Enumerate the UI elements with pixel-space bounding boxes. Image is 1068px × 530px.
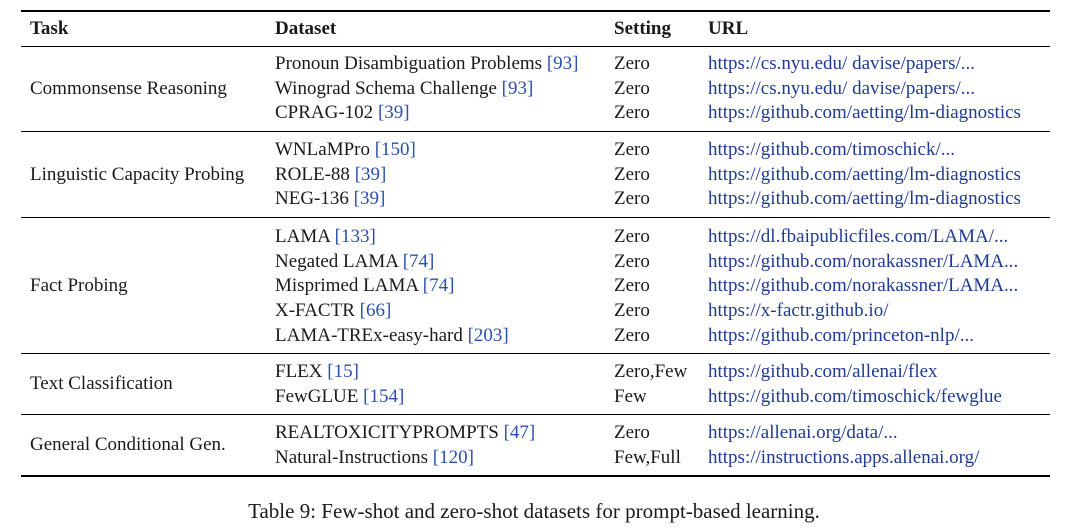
setting-cell: Zero [614, 77, 650, 99]
citation-link[interactable]: [154] [363, 385, 405, 407]
dataset-name: REALTOXICITYPROMPTS [275, 422, 499, 443]
setting-cell: Zero [614, 422, 650, 443]
setting-cell: Zero [614, 250, 650, 272]
header-task: Task [30, 18, 69, 39]
setting-cell: Zero [614, 53, 650, 74]
dataset-name: Pronoun Disambiguation Problems [275, 53, 543, 74]
dataset-cell [275, 360, 359, 384]
setting-cell: Zero [614, 139, 650, 160]
citation-link[interactable]: [47] [503, 422, 536, 443]
table-caption: Table 9: Few-shot and zero-shot datasets for prompt-based learning. [248, 499, 820, 523]
url-link[interactable]: https://x-factr.github.io/ [708, 300, 889, 322]
dataset-name: Negated LAMA [275, 250, 398, 272]
setting-cell: Zero [614, 300, 650, 322]
task-label: Text Classification [30, 373, 173, 395]
dataset-name: NEG-136 [275, 188, 349, 210]
dataset-cell [275, 250, 434, 274]
setting-cell: Zero [614, 324, 650, 346]
dataset-cell [275, 187, 385, 211]
setting-cell: Few [614, 385, 647, 407]
header-url: URL [708, 18, 749, 39]
citation-link[interactable]: [150] [374, 139, 416, 160]
url-link[interactable]: https://dl.fbaipublicfiles.com/LAMA/... [708, 226, 1009, 247]
dataset-name: ROLE-88 [275, 163, 350, 185]
task-label: Fact Probing [30, 275, 128, 297]
dataset-cell [275, 52, 578, 76]
dataset-cell [275, 274, 454, 298]
dataset-cell [275, 446, 474, 470]
header-rule [21, 46, 1050, 47]
dataset-cell [275, 77, 533, 101]
setting-cell: Zero [614, 163, 650, 185]
url-link[interactable]: https://allenai.org/data/... [708, 422, 898, 443]
header-dataset: Dataset [275, 18, 337, 39]
setting-cell: Zero,Few [614, 361, 688, 382]
dataset-cell [275, 163, 386, 187]
dataset-cell [275, 138, 416, 162]
citation-link[interactable]: [74] [422, 275, 455, 297]
top-rule [21, 10, 1050, 12]
setting-cell: Few,Full [614, 446, 681, 468]
header-setting: Setting [614, 18, 671, 39]
dataset-cell [275, 299, 391, 323]
dataset-name: FLEX [275, 361, 323, 382]
group-separator [21, 217, 1050, 218]
url-link[interactable]: https://github.com/norakassner/LAMA... [708, 250, 1019, 272]
dataset-cell [275, 225, 376, 249]
dataset-name: LAMA-TREx-easy-hard [275, 324, 463, 346]
setting-cell: Zero [614, 226, 650, 247]
bottom-rule [21, 475, 1050, 477]
url-link[interactable]: https://instructions.apps.allenai.org/ [708, 446, 980, 468]
dataset-name: Natural-Instructions [275, 446, 429, 468]
citation-link[interactable]: [39] [353, 188, 386, 210]
setting-cell: Zero [614, 188, 650, 210]
dataset-name: Misprimed LAMA [275, 275, 419, 297]
citation-link[interactable]: [93] [546, 53, 579, 74]
dataset-name: CPRAG-102 [275, 102, 374, 124]
group-separator [21, 353, 1050, 354]
dataset-name: Winograd Schema Challenge [275, 77, 497, 99]
citation-link[interactable]: [39] [354, 163, 387, 185]
url-link[interactable]: https://github.com/aetting/lm-diagnostics [708, 163, 1021, 185]
citation-link[interactable]: [133] [334, 226, 376, 247]
dataset-name: WNLaMPro [275, 139, 370, 160]
setting-cell: Zero [614, 102, 650, 124]
dataset-name: FewGLUE [275, 385, 359, 407]
url-link[interactable]: https://github.com/allenai/flex [708, 361, 938, 382]
dataset-cell [275, 421, 535, 445]
dataset-cell [275, 385, 404, 409]
url-link[interactable]: https://github.com/timoschick/fewglue [708, 385, 1002, 407]
url-link[interactable]: https://github.com/norakassner/LAMA... [708, 275, 1019, 297]
url-link[interactable]: https://github.com/aetting/lm-diagnostics [708, 188, 1021, 210]
citation-link[interactable]: [15] [327, 361, 359, 382]
citation-link[interactable]: [66] [359, 300, 392, 322]
setting-cell: Zero [614, 275, 650, 297]
task-label: Commonsense Reasoning [30, 77, 227, 99]
citation-link[interactable]: [93] [501, 77, 534, 99]
url-link[interactable]: https://github.com/princeton-nlp/... [708, 324, 974, 346]
url-link[interactable]: https://github.com/timoschick/... [708, 139, 955, 160]
citation-link[interactable]: [203] [467, 324, 509, 346]
url-link[interactable]: https://cs.nyu.edu/ davise/papers/... [708, 77, 976, 99]
citation-link[interactable]: [74] [402, 250, 435, 272]
dataset-cell [275, 101, 410, 125]
group-separator [21, 414, 1050, 415]
url-link[interactable]: https://github.com/aetting/lm-diagnostics [708, 102, 1021, 124]
citation-link[interactable]: [120] [432, 446, 474, 468]
dataset-name: LAMA [275, 226, 330, 247]
group-separator [21, 131, 1050, 132]
dataset-cell [275, 324, 509, 348]
citation-link[interactable]: [39] [377, 102, 410, 124]
task-label: Linguistic Capacity Probing [30, 163, 245, 185]
url-link[interactable]: https://cs.nyu.edu/ davise/papers/... [708, 53, 976, 74]
dataset-name: X-FACTR [275, 300, 355, 322]
task-label: General Conditional Gen. [30, 434, 226, 456]
